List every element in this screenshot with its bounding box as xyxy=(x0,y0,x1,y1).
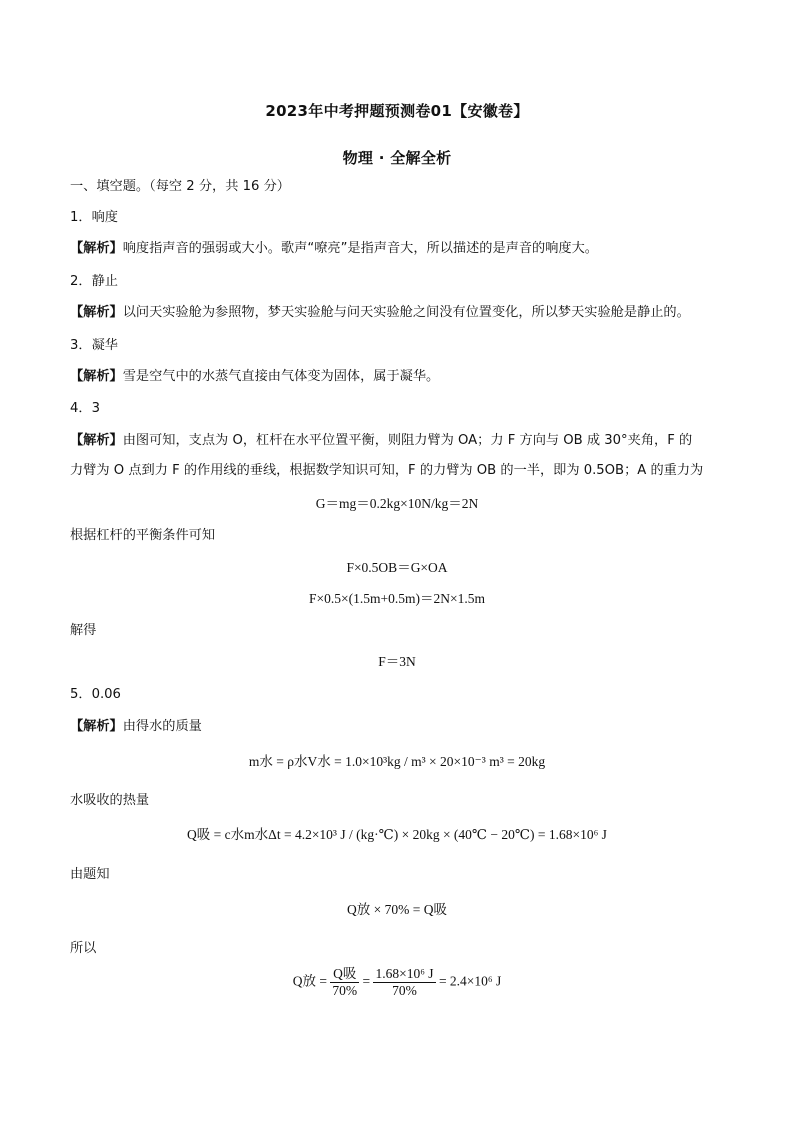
q2-analysis xyxy=(70,304,730,322)
q3-analysis xyxy=(70,368,730,386)
q1-analysis-tag: 【解析】 xyxy=(70,241,123,256)
q5-analysis xyxy=(70,718,730,736)
q4-answer: 4．3 xyxy=(70,401,100,416)
q5-fraction-1-denominator: 70% xyxy=(332,983,358,998)
q5-fraction-2 xyxy=(373,966,435,999)
q2-analysis-tag: 【解析】 xyxy=(70,305,123,320)
q4-equation-result: F＝3N xyxy=(378,654,416,669)
q5-fraction-1 xyxy=(330,966,359,999)
q3-analysis-tag: 【解析】 xyxy=(70,369,123,384)
q5-equation-result xyxy=(0,966,794,999)
q2-analysis-text: 以问天实验舱为参照物，梦天实验舱与问天实验舱之间没有位置变化，所以梦天实验舱是静止的。 xyxy=(122,305,690,320)
q5-heat-label: 水吸收的热量 xyxy=(70,793,150,808)
q5-result-lhs: Q放 = xyxy=(292,973,327,989)
q5-fraction-1-numerator: Q吸 xyxy=(330,966,359,983)
q4-equation-balance: F×0.5OB＝G×OA xyxy=(346,560,448,575)
q4-analysis-tag: 【解析】 xyxy=(70,433,123,448)
q1-answer: 1．响度 xyxy=(70,210,118,225)
q5-therefore: 所以 xyxy=(70,941,97,956)
q4-analysis xyxy=(70,432,730,450)
q4-analysis-line2: 力臂为 O 点到力 F 的作用线的垂线，根据数学知识可知，F 的力臂为 OB 的一半，即为 0.5OB；A 的重力为 xyxy=(70,463,704,478)
q4-solve-label: 解得 xyxy=(70,623,97,638)
document-title: 2023年中考押题预测卷01【安徽卷】 xyxy=(265,102,529,120)
q5-equation-heat: Q吸 = c水m水Δt = 4.2×10³ J / (kg·℃) × 20kg × (40℃ − 20℃) = 1.68×10⁶ J xyxy=(187,827,607,842)
q4-equation-weight: G＝mg＝0.2kg×10N/kg＝2N xyxy=(315,496,479,511)
q5-analysis-text: 由得水的质量 xyxy=(122,719,202,734)
q3-answer: 3．凝华 xyxy=(70,338,118,353)
q4-analysis-line1: 由图可知，支点为 O，杠杆在水平位置平衡，则阻力臂为 OA；力 F 方向与 OB 成 30°夹角，F 的 xyxy=(122,433,693,448)
document-subtitle: 物理 · 全解全析 xyxy=(342,149,452,167)
q3-analysis-text: 雪是空气中的水蒸气直接由气体变为固体，属于凝华。 xyxy=(122,369,440,384)
q5-result-rhs: = 2.4×10⁶ J xyxy=(438,973,502,989)
q5-fraction-2-denominator: 70% xyxy=(392,983,417,998)
q5-from-problem: 由题知 xyxy=(70,867,110,882)
q5-analysis-tag: 【解析】 xyxy=(70,719,123,734)
q1-analysis xyxy=(70,240,730,258)
q5-answer: 5．0.06 xyxy=(70,687,121,702)
q1-analysis-text: 响度指声音的强弱或大小。歌声“嘹亮”是指声音大，所以描述的是声音的响度大。 xyxy=(122,241,598,256)
q5-equation-mass: m水 = ρ水V水 = 1.0×10³kg / m³ × 20×10⁻³ m³ = 20kg xyxy=(248,754,546,769)
q4-lever-condition: 根据杠杆的平衡条件可知 xyxy=(70,528,216,543)
q5-equals-sign: = xyxy=(362,973,371,989)
q5-equation-efficiency: Q放 × 70% = Q吸 xyxy=(347,902,447,917)
q5-fraction-2-numerator: 1.68×10⁶ J xyxy=(375,966,434,981)
q2-answer: 2．静止 xyxy=(70,274,118,289)
section-heading: 一、填空题。（每空 2 分，共 16 分） xyxy=(70,179,290,194)
q4-equation-substitute: F×0.5×(1.5m+0.5m)＝2N×1.5m xyxy=(309,591,485,606)
